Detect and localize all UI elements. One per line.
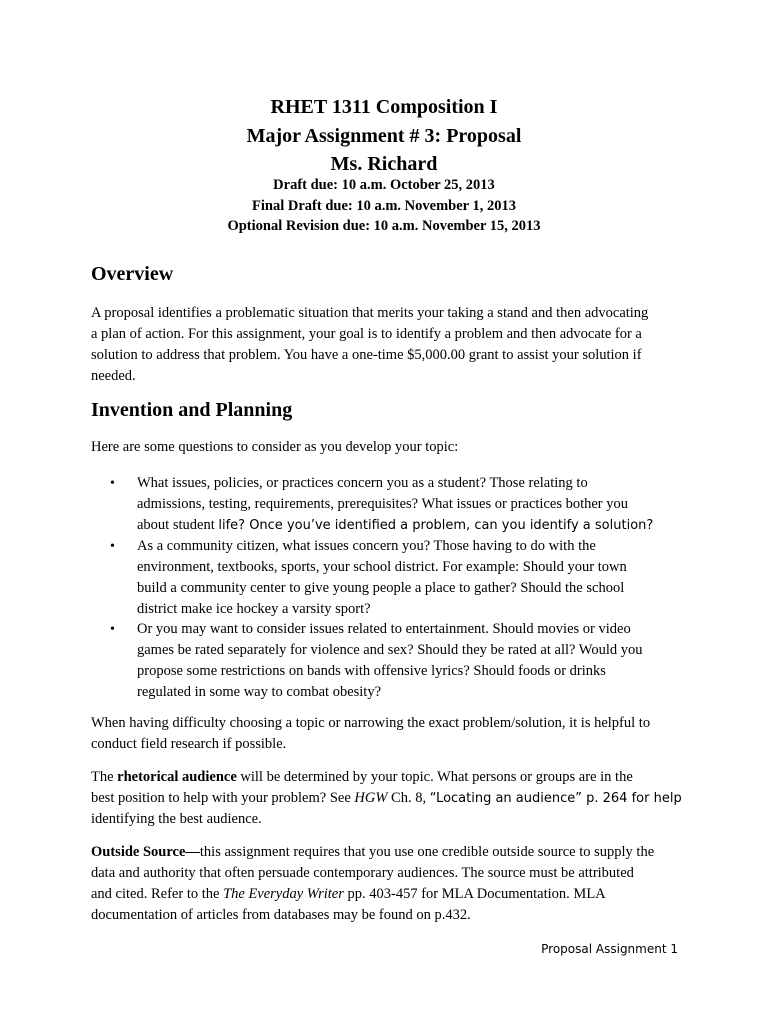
page-footer: Proposal Assignment 1 bbox=[541, 942, 678, 956]
paragraph-line bbox=[91, 884, 691, 905]
overview-paragraph bbox=[91, 303, 691, 387]
paragraph-line: identifying the best audience. bbox=[91, 811, 262, 827]
overview-heading: Overview bbox=[91, 263, 174, 285]
paragraph-line bbox=[91, 788, 691, 809]
audience-paragraph bbox=[91, 767, 691, 830]
list-item-line: games be rated separately for violence and sex? Should they be rated at all? Would you bbox=[137, 642, 643, 658]
audience-text: best position to help with your problem? See bbox=[91, 790, 355, 806]
list-item-line: Or you may want to consider issues related to entertainment. Should movies or video bbox=[137, 621, 631, 637]
list-item-line bbox=[137, 515, 653, 536]
paragraph-line bbox=[91, 842, 691, 863]
list-item-text bbox=[137, 473, 653, 536]
source-paragraph bbox=[91, 842, 691, 926]
revision-due-date: Optional Revision due: 10 a.m. November 15, 2013 bbox=[227, 218, 541, 234]
overview-line: solution to address that problem. You have a one-time $5,000.00 grant to assist your solution if bbox=[91, 347, 642, 363]
audience-text: The bbox=[91, 769, 118, 785]
instructor-name: Ms. Richard bbox=[330, 153, 438, 175]
audience-reference: “Locating an audience” p. 264 for help bbox=[429, 791, 682, 806]
book-title: The Everyday Writer bbox=[223, 886, 344, 902]
audience-text: will be determined by your topic. What persons or groups are in the bbox=[236, 769, 633, 785]
list-item-line: regulated in some way to combat obesity? bbox=[137, 684, 382, 700]
paragraph-line: When having difficulty choosing a topic or narrowing the exact problem/solution, it is helpful to bbox=[91, 715, 651, 731]
draft-due-date: Draft due: 10 a.m. October 25, 2013 bbox=[273, 177, 495, 193]
source-text: pp. 403-457 for MLA Documentation. MLA bbox=[343, 886, 606, 902]
assignment-title: Major Assignment # 3: Proposal bbox=[246, 125, 522, 147]
list-item-text bbox=[137, 536, 627, 620]
difficulty-paragraph bbox=[91, 713, 691, 755]
final-due-date: Final Draft due: 10 a.m. November 1, 2013 bbox=[252, 198, 516, 214]
source-term: Outside Source— bbox=[91, 844, 200, 860]
invention-heading: Invention and Planning bbox=[91, 399, 293, 421]
list-item-line: build a community center to give young people a place to gather? Should the school bbox=[137, 580, 625, 596]
overview-line: needed. bbox=[91, 368, 136, 384]
list-item-line: As a community citizen, what issues concern you? Those having to do with the bbox=[137, 538, 596, 554]
list-item-line: district make ice hockey a varsity sport? bbox=[137, 601, 371, 617]
overview-line: a plan of action. For this assignment, your goal is to identify a problem and then advocate for a bbox=[91, 326, 642, 342]
bullet-icon: • bbox=[110, 476, 115, 491]
source-text: this assignment requires that you use one credible outside source to supply the bbox=[199, 844, 655, 860]
bullet-icon: • bbox=[110, 539, 115, 554]
list-item-text-sans: life? Once you’ve identified a problem, can you identify a solution? bbox=[218, 518, 654, 533]
overview-line: A proposal identifies a problematic situation that merits your taking a stand and then advocating bbox=[91, 305, 649, 321]
paragraph-line bbox=[91, 767, 691, 788]
list-item-text-serif: about student bbox=[137, 517, 219, 533]
list-item-line: environment, textbooks, sports, your school district. For example: Should your town bbox=[137, 559, 627, 575]
course-title: RHET 1311 Composition I bbox=[270, 96, 498, 118]
book-title: HGW bbox=[354, 790, 388, 806]
list-item-line: admissions, testing, requirements, prerequisites? What issues or practices bother you bbox=[137, 496, 629, 512]
audience-text: Ch. 8, bbox=[387, 790, 430, 806]
list-item-line: What issues, policies, or practices concern you as a student? Those relating to bbox=[137, 475, 588, 491]
list-item-line: propose some restrictions on bands with offensive lyrics? Should foods or drinks bbox=[137, 663, 606, 679]
paragraph-line: conduct field research if possible. bbox=[91, 736, 287, 752]
source-text: and cited. Refer to the bbox=[91, 886, 224, 902]
paragraph-line: documentation of articles from databases may be found on p.432. bbox=[91, 907, 471, 923]
invention-intro: Here are some questions to consider as you develop your topic: bbox=[91, 439, 459, 455]
audience-term: rhetorical audience bbox=[117, 769, 237, 785]
bullet-icon: • bbox=[110, 622, 115, 637]
list-item-text bbox=[137, 619, 642, 703]
paragraph-line: data and authority that often persuade contemporary audiences. The source must be attributed bbox=[91, 865, 634, 881]
